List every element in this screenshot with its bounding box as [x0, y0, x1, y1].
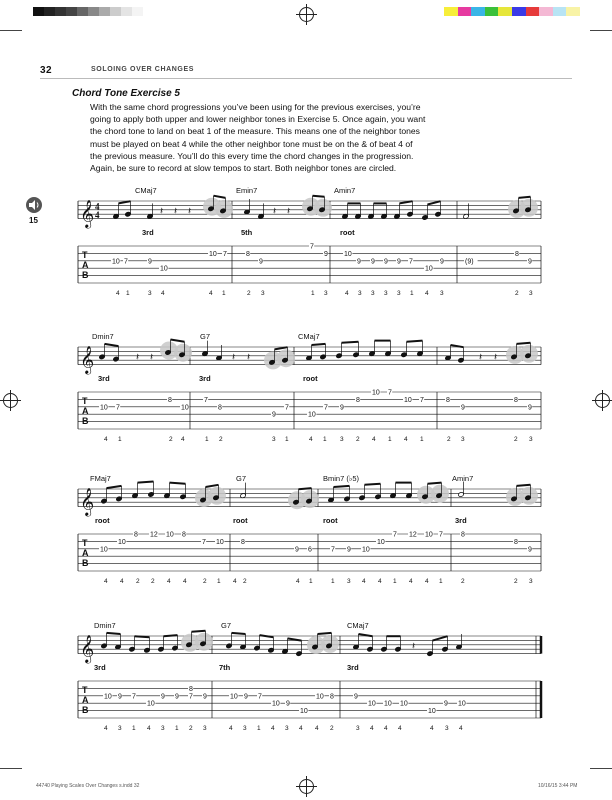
tab-fret-number: 10 [209, 250, 217, 258]
quarter-rest-icon: 𝄽 [160, 206, 164, 218]
fingering-number: 1 [388, 436, 392, 443]
chord-symbol: Amin7 [334, 186, 356, 195]
treble-clef-icon: 𝄞 [80, 199, 95, 228]
tab-fret-number: 7 [420, 396, 424, 404]
fingering-number: 3 [440, 290, 444, 297]
chord-symbol: Dmin7 [92, 332, 114, 341]
intro-line: going to apply both upper and lower neighbor tones in Exercise 5. Once again, you want [90, 114, 426, 125]
fingering-number: 1 [257, 725, 261, 732]
notation-system [0, 325, 612, 445]
fingering-number: 1 [323, 436, 327, 443]
fingering-number: 3 [161, 725, 165, 732]
registration-mark-icon [299, 7, 314, 22]
tab-fret-number: 8 [189, 685, 193, 693]
tab-fret-number: 8 [330, 693, 334, 701]
fingering-number: 1 [205, 436, 209, 443]
tab-clef-letter: T [82, 685, 88, 695]
quarter-rest-icon: 𝄽 [287, 206, 291, 218]
tab-fret-number: 10 [112, 258, 120, 266]
note-beam [433, 636, 448, 640]
fingering-number: 4 [370, 725, 374, 732]
tab-fret-number: 7 [310, 243, 314, 251]
chord-symbol: G7 [200, 332, 211, 341]
fingering-number: 2 [515, 290, 519, 297]
fingering-number: 4 [104, 436, 108, 443]
notation-system [0, 467, 612, 587]
chord-symbol: G7 [221, 621, 232, 630]
treble-clef-icon: 𝄞 [80, 487, 95, 516]
fingering-number: 1 [132, 725, 136, 732]
treble-clef-icon: 𝄞 [80, 634, 95, 663]
tab-fret-number: 10 [404, 396, 412, 404]
tab-fret-number: 9 [528, 404, 532, 412]
tab-fret-number: 9 [440, 258, 444, 266]
chord-symbol: Bmin7 (♭5) [323, 474, 360, 483]
fingering-number: 3 [261, 290, 265, 297]
note-beam [206, 485, 219, 487]
fingering-number: 4 [229, 725, 233, 732]
fingering-number: 4 [296, 578, 300, 585]
quarter-rest-icon: 𝄽 [412, 641, 416, 653]
tab-fret-number: 9 [340, 404, 344, 412]
fingering-number: 4 [120, 578, 124, 585]
fingering-number: 4 [209, 290, 213, 297]
chord-degree-label: root [233, 516, 248, 525]
tab-clef-letter: A [82, 406, 89, 416]
fingering-number: 1 [311, 290, 315, 297]
tab-fret-number: 8 [168, 396, 172, 404]
tab-fret-number: 9 [528, 258, 532, 266]
tab-fret-number: 7 [204, 396, 208, 404]
tab-fret-number: 7 [116, 404, 120, 412]
note-beam [428, 483, 442, 484]
chord-symbol: CMaj7 [298, 332, 320, 341]
tab-fret-number: 7 [324, 404, 328, 412]
fingering-number: 1 [331, 578, 335, 585]
fingering-number: 4 [183, 578, 187, 585]
fingering-number: 2 [151, 578, 155, 585]
footer-filename: 44740 Playing Scales Over Changes s.indd 32 [36, 783, 140, 789]
tab-fret-number: 10 [100, 404, 108, 412]
header-rule [40, 78, 572, 79]
footer-date: 10/16/15 3:44 PM [538, 783, 578, 789]
tab-fret-number: 9 [324, 250, 328, 258]
chord-symbol: CMaj7 [135, 186, 157, 195]
fingering-number: 4 [384, 725, 388, 732]
note-beam [214, 196, 226, 198]
tab-fret-number: 9 [203, 693, 207, 701]
intro-line: the previous measure. You’ll do this every time the chord changes in the progression. [90, 150, 414, 161]
tab-clef-letter: T [82, 396, 88, 406]
tab-fret-number: 7 [393, 531, 397, 539]
fingering-number: 3 [272, 436, 276, 443]
tab-fret-number: 10 [425, 265, 433, 273]
tab-fret-number: 10 [272, 700, 280, 708]
tab-fret-number: 12 [150, 531, 158, 539]
chord-degree-label: 3rd [199, 374, 211, 383]
tab-clef-letter: T [82, 250, 88, 260]
note-beam [517, 343, 531, 344]
tab-fret-number: 9 [148, 258, 152, 266]
quarter-rest-icon: 𝄽 [136, 352, 140, 364]
tab-fret-number: 10 [166, 531, 174, 539]
tab-fret-number: 7 [132, 693, 136, 701]
tab-fret-number: 10 [400, 700, 408, 708]
quarter-rest-icon: 𝄽 [150, 352, 154, 364]
fingering-number: 1 [410, 290, 414, 297]
time-signature-bottom: 4 [95, 210, 100, 221]
tab-fret-number: 9 [161, 693, 165, 701]
tab-fret-number: 6 [308, 546, 312, 554]
tab-clef-letter: T [82, 538, 88, 548]
fingering-number: 3 [203, 725, 207, 732]
note-beam [119, 201, 131, 203]
tab-fret-number: 7 [202, 538, 206, 546]
note-beam [107, 633, 121, 634]
note-beam [407, 341, 423, 342]
quarter-rest-icon: 𝄽 [494, 352, 498, 364]
fingering-number: 3 [529, 290, 533, 297]
fingering-number: 4 [116, 290, 120, 297]
fingering-number: 1 [420, 436, 424, 443]
crop-mark [0, 30, 22, 31]
fingering-number: 3 [371, 290, 375, 297]
fingering-number: 4 [372, 436, 376, 443]
chord-symbol: Emin7 [236, 186, 258, 195]
tab-fret-number: 10 [344, 250, 352, 258]
color-calibration-bar [444, 7, 580, 16]
fingering-number: 2 [169, 436, 173, 443]
tab-fret-number: 10 [216, 538, 224, 546]
fingering-number: 1 [126, 290, 130, 297]
chord-degree-label: 3rd [142, 228, 154, 237]
chord-symbol: FMaj7 [90, 474, 111, 483]
fingering-number: 4 [404, 436, 408, 443]
tab-fret-number: 8 [446, 396, 450, 404]
note-beam [171, 340, 185, 342]
fingering-number: 3 [347, 578, 351, 585]
tab-fret-number: 7 [409, 258, 413, 266]
tab-fret-number: 9 [397, 258, 401, 266]
fingering-number: 3 [243, 725, 247, 732]
tab-fret-number: 9 [357, 258, 361, 266]
tab-fret-number: 10 [230, 693, 238, 701]
fingering-number: 1 [285, 436, 289, 443]
tab-fret-number: 10 [160, 265, 168, 273]
tab-clef-letter: B [82, 416, 89, 426]
tab-fret-number: 9 [175, 693, 179, 701]
chord-degree-label: root [323, 516, 338, 525]
tab-fret-number: 8 [356, 396, 360, 404]
exercise-title: Chord Tone Exercise 5 [72, 88, 180, 99]
fingering-number: 1 [439, 578, 443, 585]
tab-fret-number: 9 [286, 700, 290, 708]
fingering-number: 4 [425, 290, 429, 297]
note-beam [192, 631, 206, 632]
tab-clef-letter: A [82, 260, 89, 270]
note-beam [260, 635, 274, 637]
tab-fret-number: 9 [528, 546, 532, 554]
fingering-number: 1 [217, 578, 221, 585]
track-number: 15 [29, 216, 38, 225]
tab-fret-number: 9 [244, 693, 248, 701]
fingering-number: 4 [409, 578, 413, 585]
quarter-rest-icon: 𝄽 [174, 206, 178, 218]
note-beam [342, 342, 359, 343]
fingering-number: 4 [425, 578, 429, 585]
chord-degree-label: 7th [219, 663, 231, 672]
tab-fret-number: 7 [331, 546, 335, 554]
tab-fret-number: 8 [134, 531, 138, 539]
fingering-number: 2 [247, 290, 251, 297]
fingering-number: 3 [461, 436, 465, 443]
fingering-number: 4 [378, 578, 382, 585]
tab-fret-number: 8 [461, 531, 465, 539]
tab-fret-number: 7 [189, 693, 193, 701]
tab-fret-number: 7 [388, 389, 392, 397]
fingering-number: 4 [271, 725, 275, 732]
note-beam [312, 344, 326, 345]
quarter-rest-icon: 𝄽 [247, 352, 251, 364]
page-number: 32 [40, 65, 53, 76]
fingering-number: 4 [167, 578, 171, 585]
tab-fret-number: 10 [118, 538, 126, 546]
chord-degree-label: root [303, 374, 318, 383]
intro-line: With the same chord progressions you’ve been using for the previous exercises, you’re [90, 102, 421, 112]
quarter-rest-icon: 𝄽 [232, 352, 236, 364]
fingering-number: 3 [529, 578, 533, 585]
crop-mark [0, 768, 22, 769]
tab-fret-number: 8 [182, 531, 186, 539]
tab-fret-number: 7 [439, 531, 443, 539]
tab-clef-letter: B [82, 558, 89, 568]
fingering-number: 2 [219, 436, 223, 443]
tab-fret-number: 10 [300, 708, 308, 716]
tab-fret-number: 8 [514, 538, 518, 546]
quarter-rest-icon: 𝄽 [188, 206, 192, 218]
tab-fret-number: 7 [258, 693, 262, 701]
chord-degree-label: 3rd [455, 516, 467, 525]
fingering-number: 3 [445, 725, 449, 732]
treble-clef-icon: 𝄞 [80, 345, 95, 374]
fingering-number: 3 [148, 290, 152, 297]
notation-system [0, 614, 612, 734]
fingering-number: 4 [362, 578, 366, 585]
crop-mark [590, 30, 612, 31]
tab-fret-number: 8 [515, 250, 519, 258]
running-head: SOLOING OVER CHANGES [91, 66, 195, 73]
fingering-number: 4 [315, 725, 319, 732]
fingering-number: 2 [189, 725, 193, 732]
tab-fret-number: (9) [465, 258, 474, 266]
tab-fret-number: 10 [147, 700, 155, 708]
tab-fret-number: 10 [100, 546, 108, 554]
fingering-number: 2 [203, 578, 207, 585]
fingering-number: 2 [514, 436, 518, 443]
fingering-number: 1 [175, 725, 179, 732]
fingering-number: 4 [398, 725, 402, 732]
tab-fret-number: 8 [514, 396, 518, 404]
note-beam [299, 488, 312, 489]
tab-fret-number: 10 [368, 700, 376, 708]
tab-fret-number: 8 [246, 250, 250, 258]
note-beam [313, 196, 325, 197]
crop-mark [590, 768, 612, 769]
tab-fret-number: 9 [371, 258, 375, 266]
fingering-number: 2 [136, 578, 140, 585]
note-beam [107, 486, 122, 488]
tab-fret-number: 10 [384, 700, 392, 708]
tab-fret-number: 7 [124, 258, 128, 266]
tab-fret-number: 10 [181, 404, 189, 412]
note-beam [275, 347, 288, 349]
tab-fret-number: 9 [461, 404, 465, 412]
grayscale-calibration-bar [33, 7, 143, 16]
fingering-number: 3 [340, 436, 344, 443]
fingering-number: 3 [285, 725, 289, 732]
note-beam [428, 201, 441, 204]
tab-fret-number: 9 [347, 546, 351, 554]
tab-clef-letter: B [82, 270, 89, 280]
note-beam [519, 197, 531, 198]
chord-symbol: Dmin7 [94, 621, 116, 630]
note-beam [400, 201, 413, 203]
chord-degree-label: 5th [241, 228, 253, 237]
fingering-number: 3 [384, 290, 388, 297]
time-signature-top: 4 [95, 201, 100, 212]
quarter-rest-icon: 𝄽 [479, 352, 483, 364]
tab-fret-number: 7 [285, 404, 289, 412]
note-beam [232, 633, 246, 634]
fingering-number: 2 [461, 578, 465, 585]
tab-fret-number: 10 [458, 700, 466, 708]
tab-fret-number: 10 [377, 538, 385, 546]
fingering-number: 1 [222, 290, 226, 297]
tab-fret-number: 8 [218, 404, 222, 412]
note-beam [138, 482, 154, 483]
fingering-number: 4 [104, 578, 108, 585]
fingering-number: 2 [243, 578, 247, 585]
tab-fret-number: 10 [308, 411, 316, 419]
tab-fret-number: 9 [354, 693, 358, 701]
chord-symbol: Amin7 [452, 474, 474, 483]
fingering-number: 4 [459, 725, 463, 732]
tab-fret-number: 9 [118, 693, 122, 701]
fingering-number: 4 [233, 578, 237, 585]
chord-degree-label: root [95, 516, 110, 525]
fingering-number: 1 [309, 578, 313, 585]
tab-fret-number: 10 [104, 693, 112, 701]
tab-clef-letter: A [82, 695, 89, 705]
tab-clef-letter: B [82, 705, 89, 715]
chord-degree-label: 3rd [347, 663, 359, 672]
fingering-number: 1 [393, 578, 397, 585]
tab-fret-number: 10 [316, 693, 324, 701]
chord-symbol: CMaj7 [347, 621, 369, 630]
registration-mark-icon [299, 779, 314, 794]
fingering-number: 3 [358, 290, 362, 297]
note-beam [517, 485, 531, 486]
fingering-number: 3 [397, 290, 401, 297]
intro-line: the chord tone to land on beat 1 of the measure. This means one of the neighbor tones [90, 126, 420, 137]
notation-system [0, 179, 612, 299]
note-beam [164, 635, 178, 636]
tab-fret-number: 9 [444, 700, 448, 708]
fingering-number: 4 [299, 725, 303, 732]
note-beam [334, 486, 350, 487]
tab-fret-number: 7 [223, 250, 227, 258]
fingering-number: 4 [161, 290, 165, 297]
intro-line: Again, be sure to record at slow tempos to start. Both neighbor tones are circled. [90, 163, 397, 174]
chord-degree-label: 3rd [98, 374, 110, 383]
fingering-number: 4 [430, 725, 434, 732]
fingering-number: 3 [324, 290, 328, 297]
note-beam [170, 483, 186, 484]
fingering-number: 1 [118, 436, 122, 443]
fingering-number: 4 [147, 725, 151, 732]
intro-paragraph [90, 101, 540, 174]
tab-fret-number: 10 [372, 389, 380, 397]
fingering-number: 4 [104, 725, 108, 732]
tab-fret-number: 9 [259, 258, 263, 266]
fingering-number: 3 [529, 436, 533, 443]
tab-fret-number: 10 [428, 708, 436, 716]
fingering-number: 2 [330, 725, 334, 732]
chord-symbol: G7 [236, 474, 247, 483]
fingering-number: 4 [345, 290, 349, 297]
tab-fret-number: 9 [295, 546, 299, 554]
tab-fret-number: 9 [272, 411, 276, 419]
chord-degree-label: 3rd [94, 663, 106, 672]
fingering-number: 2 [514, 578, 518, 585]
tab-fret-number: 8 [241, 538, 245, 546]
tab-fret-number: 10 [425, 531, 433, 539]
fingering-number: 4 [181, 436, 185, 443]
fingering-number: 4 [309, 436, 313, 443]
fingering-number: 2 [447, 436, 451, 443]
tab-clef-letter: A [82, 548, 89, 558]
note-beam [105, 344, 119, 346]
fingering-number: 3 [118, 725, 122, 732]
intro-line: must be played on beat 4 while the other neighbor tone must be on the & of beat 4 of [90, 138, 413, 149]
fingering-number: 3 [356, 725, 360, 732]
chord-degree-label: root [340, 228, 355, 237]
note-beam [318, 633, 332, 634]
tab-fret-number: 9 [384, 258, 388, 266]
note-beam [365, 484, 381, 485]
tab-fret-number: 12 [409, 531, 417, 539]
fingering-number: 2 [356, 436, 360, 443]
note-beam [135, 636, 150, 637]
quarter-rest-icon: 𝄽 [273, 206, 277, 218]
tab-fret-number: 10 [362, 546, 370, 554]
